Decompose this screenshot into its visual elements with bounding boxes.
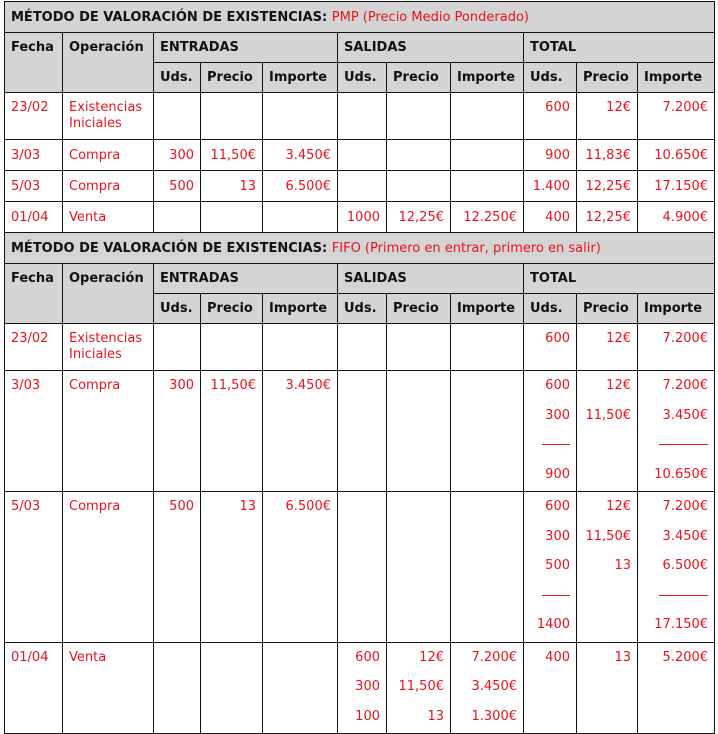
cell-s-uds: 1000	[338, 202, 387, 233]
cell-t-precio	[577, 642, 638, 734]
cell-t-importe-line: 7.200€	[662, 378, 709, 393]
cell-t-importe-line: 17.150€	[654, 617, 709, 632]
col-t-precio: Precio	[577, 63, 638, 93]
method-label: MÉTODO DE VALORACIÓN DE EXISTENCIAS:	[11, 9, 328, 25]
cell-t-uds-line: 600	[545, 378, 570, 393]
cell-t-uds-line: 400	[545, 649, 570, 665]
document-page	[4, 1, 715, 734]
cell-t-precio-line	[583, 430, 631, 460]
cell-e-uds	[154, 324, 201, 371]
cell-s-uds	[338, 140, 387, 171]
cell-s-precio-line: 12€	[419, 649, 444, 665]
col-e-importe: Importe	[263, 63, 338, 93]
cell-s-uds	[338, 93, 387, 140]
col-operacion: Operación	[63, 33, 154, 93]
cell-t-importe: 4.900€	[638, 202, 715, 233]
cell-s-importe-line: 3.450€	[471, 679, 517, 694]
table-row	[5, 93, 715, 140]
cell-operacion: Venta	[63, 202, 154, 233]
cell-t-uds-line	[530, 581, 570, 611]
pmp-table	[5, 2, 715, 233]
cell-e-precio: 13	[201, 171, 263, 202]
col-e-uds: Uds.	[154, 294, 201, 324]
col-e-uds: Uds.	[154, 63, 201, 93]
cell-s-importe	[451, 642, 524, 734]
col-s-precio: Precio	[387, 294, 451, 324]
table-row	[5, 642, 715, 734]
cell-t-precio	[577, 371, 638, 492]
cell-s-importe: 12.250€	[451, 202, 524, 233]
cell-fecha: 5/03	[5, 171, 63, 202]
cell-s-importe	[451, 492, 524, 643]
cell-fecha: 3/03	[5, 140, 63, 171]
cell-t-uds-line: 1400	[536, 617, 570, 632]
cell-s-precio	[387, 642, 451, 734]
cell-t-uds: 400	[524, 202, 577, 233]
cell-t-precio-line	[583, 610, 631, 640]
cell-t-uds	[524, 642, 577, 734]
cell-s-uds-line: 100	[355, 708, 380, 724]
cell-t-importe: 10.650€	[638, 140, 715, 171]
col-s-uds: Uds.	[338, 294, 387, 324]
col-e-importe: Importe	[263, 294, 338, 324]
cell-fecha: 01/04	[5, 202, 63, 233]
cell-t-precio: 12,25€	[577, 202, 638, 233]
cell-e-importe	[263, 93, 338, 140]
cell-e-precio: 11,50€	[201, 371, 263, 492]
col-e-precio: Precio	[201, 63, 263, 93]
valuation-tables	[4, 1, 715, 734]
sum-divider	[659, 581, 708, 596]
cell-s-uds-line: 600	[355, 649, 380, 665]
cell-s-precio: 12,25€	[387, 202, 451, 233]
cell-t-importe-line: 6.500€	[662, 558, 709, 573]
cell-t-uds-line: 300	[545, 528, 570, 544]
cell-s-uds	[338, 371, 387, 492]
cell-s-importe	[451, 93, 524, 140]
cell-t-precio	[577, 492, 638, 643]
cell-e-importe	[263, 202, 338, 233]
cell-e-precio	[201, 202, 263, 233]
cell-s-precio	[387, 492, 451, 643]
cell-s-importe	[451, 171, 524, 202]
cell-t-uds-line: 300	[545, 407, 570, 423]
table-row	[5, 492, 715, 643]
cell-e-uds	[154, 202, 201, 233]
cell-e-importe: 3.450€	[263, 371, 338, 492]
cell-t-precio: 12,25€	[577, 171, 638, 202]
cell-e-importe: 3.450€	[263, 140, 338, 171]
cell-t-precio: 11,83€	[577, 140, 638, 171]
cell-s-precio	[387, 140, 451, 171]
col-t-importe: Importe	[638, 63, 715, 93]
cell-t-uds: 1.400	[524, 171, 577, 202]
cell-t-importe: 7.200€	[638, 93, 715, 140]
col-t-importe: Importe	[638, 294, 715, 324]
cell-e-uds: 300	[154, 140, 201, 171]
col-t-uds: Uds.	[524, 63, 577, 93]
col-e-precio: Precio	[201, 294, 263, 324]
cell-s-precio	[387, 371, 451, 492]
cell-operacion: Existencias Iniciales	[63, 324, 154, 371]
cell-t-uds-line: 900	[545, 466, 570, 482]
cell-e-precio	[201, 642, 263, 734]
col-operacion: Operación	[63, 264, 154, 324]
cell-e-uds: 300	[154, 371, 201, 492]
cell-operacion: Compra	[63, 171, 154, 202]
cell-e-precio: 11,50€	[201, 140, 263, 171]
cell-operacion: Venta	[63, 642, 154, 734]
cell-fecha: 5/03	[5, 492, 63, 643]
cell-t-importe-line: 5.200€	[662, 649, 709, 665]
cell-t-uds-line: 500	[545, 558, 570, 573]
cell-t-uds: 600	[524, 93, 577, 140]
col-entradas: ENTRADAS	[154, 33, 338, 63]
cell-s-precio	[387, 324, 451, 371]
cell-t-importe-line: 3.450€	[662, 407, 709, 423]
cell-s-precio	[387, 93, 451, 140]
cell-t-importe: 7.200€	[638, 324, 715, 371]
cell-s-precio-line: 11,50€	[398, 679, 444, 694]
cell-t-precio-line: 13	[614, 649, 631, 665]
col-salidas: SALIDAS	[338, 33, 524, 63]
cell-s-uds	[338, 171, 387, 202]
cell-s-uds	[338, 492, 387, 643]
cell-s-uds-line: 300	[355, 679, 380, 694]
cell-t-importe-line: 7.200€	[662, 499, 709, 514]
cell-t-precio-line: 12€	[606, 378, 631, 393]
cell-s-uds	[338, 642, 387, 734]
cell-e-importe	[263, 324, 338, 371]
cell-fecha: 23/02	[5, 93, 63, 140]
cell-s-importe	[451, 140, 524, 171]
cell-t-importe-line	[644, 430, 708, 460]
method-label: MÉTODO DE VALORACIÓN DE EXISTENCIAS:	[11, 240, 328, 256]
col-s-importe: Importe	[451, 294, 524, 324]
cell-t-importe-line: 3.450€	[662, 528, 709, 544]
sum-divider	[542, 581, 570, 596]
cell-fecha: 23/02	[5, 324, 63, 371]
cell-fecha: 01/04	[5, 642, 63, 734]
cell-e-importe: 6.500€	[263, 171, 338, 202]
cell-t-importe	[638, 371, 715, 492]
cell-e-uds	[154, 93, 201, 140]
cell-e-uds	[154, 642, 201, 734]
cell-t-importe-line	[644, 581, 708, 611]
cell-t-importe	[638, 642, 715, 734]
pmp-title	[5, 2, 715, 33]
cell-t-precio-line: 11,50€	[585, 528, 631, 544]
fifo-table	[5, 233, 715, 734]
cell-t-precio: 12€	[577, 93, 638, 140]
fifo-title	[5, 233, 715, 264]
cell-operacion: Compra	[63, 492, 154, 643]
table-row	[5, 171, 715, 202]
cell-t-uds	[524, 492, 577, 643]
col-fecha: Fecha	[5, 33, 63, 93]
col-s-precio: Precio	[387, 63, 451, 93]
cell-e-precio	[201, 93, 263, 140]
col-t-precio: Precio	[577, 294, 638, 324]
cell-t-importe: 17.150€	[638, 171, 715, 202]
col-entradas: ENTRADAS	[154, 264, 338, 294]
cell-t-uds: 600	[524, 324, 577, 371]
col-fecha: Fecha	[5, 264, 63, 324]
cell-s-importe-line: 1.300€	[471, 708, 517, 724]
col-s-importe: Importe	[451, 63, 524, 93]
cell-s-importe	[451, 371, 524, 492]
cell-t-importe-line: 10.650€	[654, 466, 709, 482]
cell-t-importe	[638, 492, 715, 643]
col-s-uds: Uds.	[338, 63, 387, 93]
cell-t-precio-line: 12€	[606, 499, 631, 514]
cell-operacion: Existencias Iniciales	[63, 93, 154, 140]
cell-t-precio-line	[583, 460, 631, 490]
cell-e-importe	[263, 642, 338, 734]
method-name: FIFO (Primero en entrar, primero en salir)	[331, 240, 601, 256]
col-total: TOTAL	[524, 264, 715, 294]
cell-e-precio: 13	[201, 492, 263, 643]
cell-e-uds: 500	[154, 171, 201, 202]
col-t-uds: Uds.	[524, 294, 577, 324]
cell-t-precio-line: 13	[614, 558, 631, 573]
table-row	[5, 371, 715, 492]
cell-t-precio-line: 11,50€	[585, 407, 631, 423]
cell-s-precio	[387, 171, 451, 202]
table-row	[5, 140, 715, 171]
sum-divider	[659, 430, 708, 445]
cell-operacion: Compra	[63, 371, 154, 492]
cell-t-uds-line: 600	[545, 499, 570, 514]
col-total: TOTAL	[524, 33, 715, 63]
cell-s-importe-line: 7.200€	[471, 649, 517, 665]
cell-e-importe: 6.500€	[263, 492, 338, 643]
col-salidas: SALIDAS	[338, 264, 524, 294]
cell-fecha: 3/03	[5, 371, 63, 492]
cell-t-uds-line	[530, 430, 570, 460]
cell-s-importe	[451, 324, 524, 371]
cell-e-uds: 500	[154, 492, 201, 643]
cell-t-precio-line	[583, 581, 631, 611]
table-row	[5, 202, 715, 233]
table-row	[5, 324, 715, 371]
cell-s-precio-line: 13	[427, 708, 444, 724]
cell-s-uds	[338, 324, 387, 371]
cell-operacion: Compra	[63, 140, 154, 171]
cell-t-uds: 900	[524, 140, 577, 171]
method-name: PMP (Precio Medio Ponderado)	[331, 9, 529, 25]
sum-divider	[542, 430, 570, 445]
cell-t-precio: 12€	[577, 324, 638, 371]
cell-t-uds	[524, 371, 577, 492]
cell-e-precio	[201, 324, 263, 371]
